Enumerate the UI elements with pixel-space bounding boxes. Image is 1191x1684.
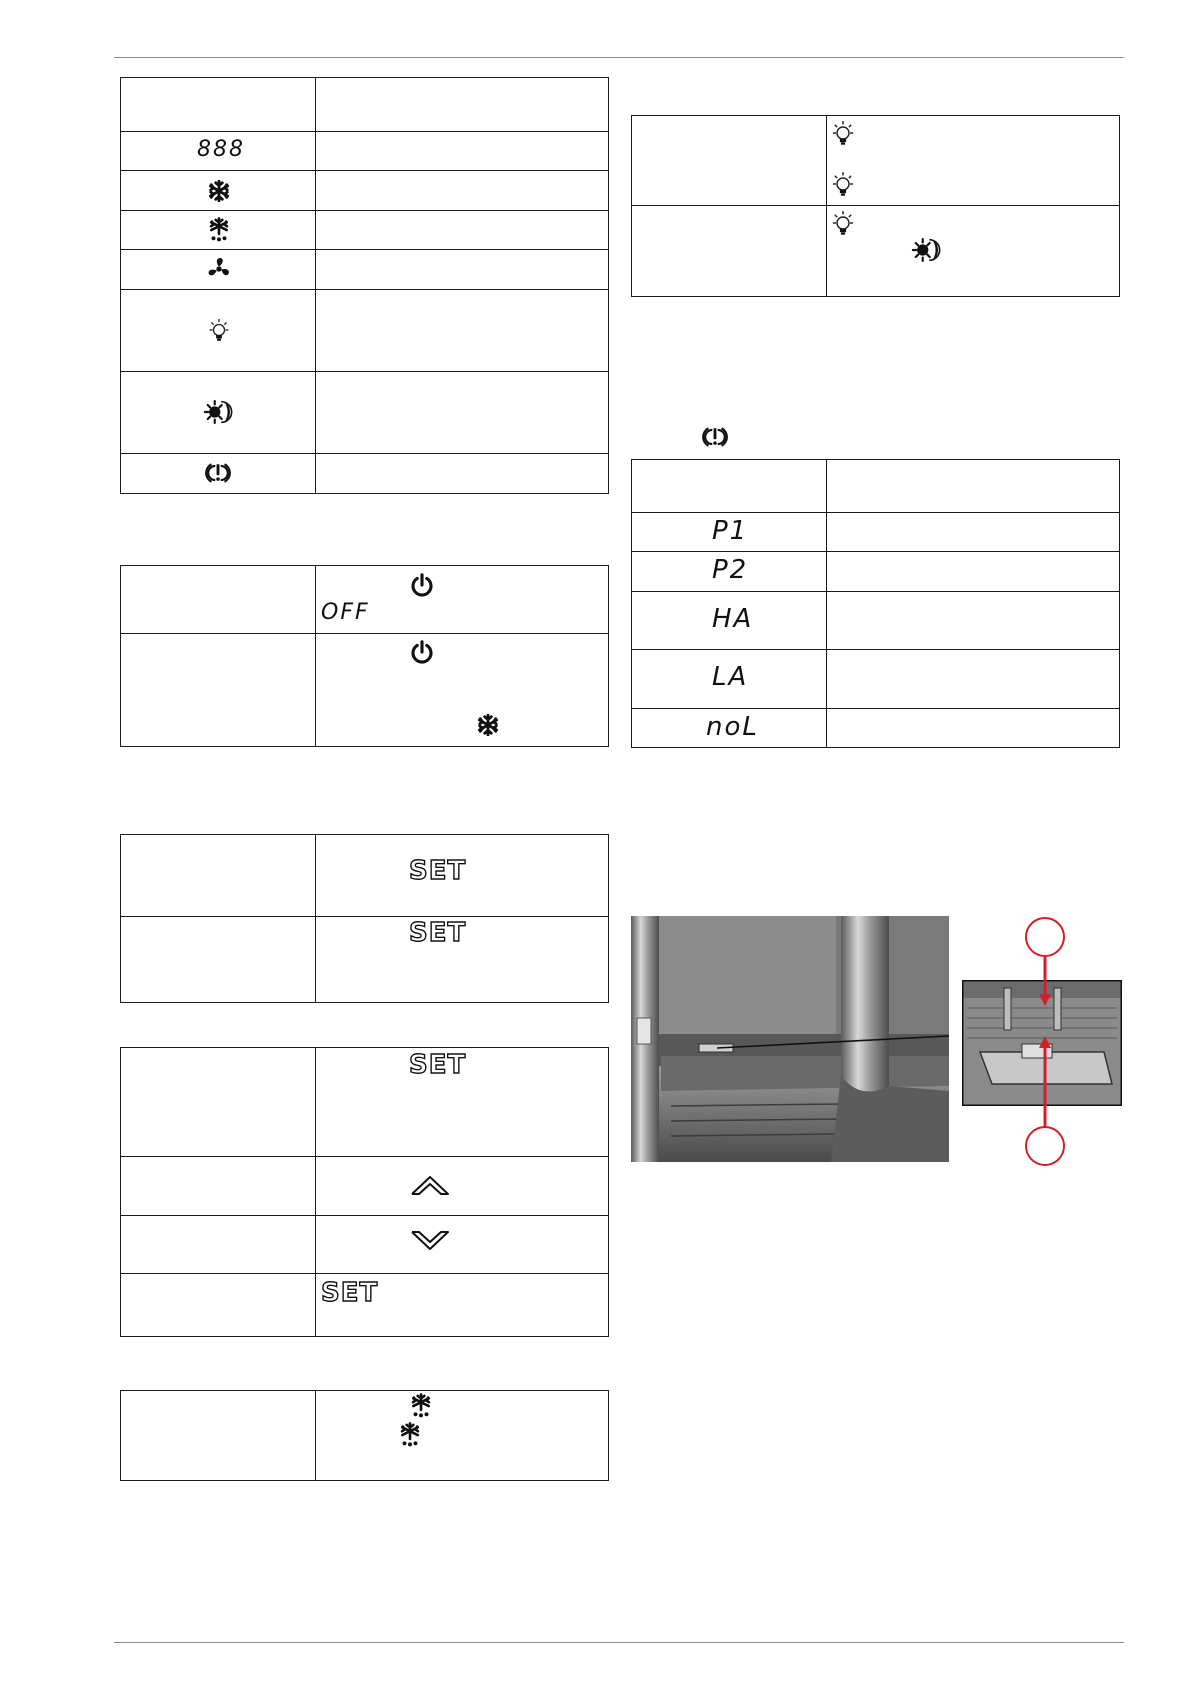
code-ha-display: HA	[712, 604, 754, 634]
defrost-row-label	[121, 1391, 316, 1481]
set-row-2-label	[121, 917, 316, 1003]
power-on-desc	[316, 634, 609, 747]
symbols-row-alarm-desc	[316, 454, 609, 494]
alarm-header-cell-2	[827, 460, 1120, 513]
alarm-row-p2	[632, 552, 827, 592]
set-row-2-desc	[316, 917, 609, 1003]
symbols-header-cell-2	[316, 78, 609, 132]
lighting-row-1-label	[632, 116, 827, 206]
alarm-codes-table	[631, 459, 1120, 748]
off-display-icon: OFF	[321, 600, 370, 625]
symbols-row-fan	[121, 250, 316, 290]
power-icon	[410, 640, 434, 664]
symbols-row-display	[121, 132, 316, 171]
sun-moon-icon	[201, 400, 235, 424]
symbols-row-alarm	[121, 454, 316, 494]
code-p2-display: P2	[712, 555, 749, 585]
symbols-row-light	[121, 290, 316, 372]
down-arrow-icon	[409, 1229, 451, 1253]
light-bulb-icon	[830, 171, 856, 197]
code-p1-display: P1	[712, 516, 749, 546]
callout-marker-top	[1025, 917, 1065, 957]
snowflake-icon	[208, 180, 230, 202]
setpoint-row-1-desc	[316, 1048, 609, 1157]
alarm-row-ha-desc	[827, 592, 1120, 650]
symbols-row-display-desc	[316, 132, 609, 171]
power-on-label	[121, 634, 316, 747]
lighting-row-2-label	[632, 206, 827, 297]
set-key-icon	[409, 919, 483, 945]
alarm-row-nol-desc	[827, 709, 1120, 748]
three-digit-display-icon: 888	[197, 137, 245, 162]
symbols-table	[120, 77, 609, 494]
setpoint-row-up-label	[121, 1157, 316, 1216]
setpoint-row-confirm-label	[121, 1274, 316, 1337]
defrost-icon	[399, 1422, 421, 1447]
alarm-icon	[205, 461, 231, 485]
setpoint-row-up-desc	[316, 1157, 609, 1216]
callout-marker-bottom	[1025, 1126, 1065, 1166]
symbols-header-cell-1	[121, 78, 316, 132]
setpoint-row-confirm-desc	[316, 1274, 609, 1337]
symbols-row-light-desc	[316, 290, 609, 372]
symbols-row-snowflake-desc	[316, 171, 609, 211]
alarm-row-la	[632, 650, 827, 709]
setpoint-row-down-desc	[316, 1216, 609, 1274]
setpoint-row-1-label	[121, 1048, 316, 1157]
up-arrow-icon	[409, 1173, 451, 1197]
setpoint-table	[120, 1047, 609, 1337]
lighting-row-2-desc	[827, 206, 1120, 297]
lighting-row-1-desc	[827, 116, 1120, 206]
alarm-row-ha	[632, 592, 827, 650]
light-bulb-icon	[830, 210, 856, 236]
symbols-row-snowflake	[121, 171, 316, 211]
symbols-row-fan-desc	[316, 250, 609, 290]
code-nol-display: noL	[706, 712, 759, 742]
defrost-table	[120, 1390, 609, 1481]
setpoint-row-down-label	[121, 1216, 316, 1274]
set-row-1-label	[121, 835, 316, 917]
power-table	[120, 565, 609, 747]
set-key-icon	[409, 1051, 483, 1077]
defrost-row-desc	[316, 1391, 609, 1481]
snowflake-icon	[477, 714, 499, 736]
lighting-table	[631, 115, 1120, 297]
symbols-row-defrost	[121, 211, 316, 250]
header-rule	[114, 57, 1124, 58]
alarm-header-cell-1	[632, 460, 827, 513]
fan-icon	[207, 257, 231, 281]
power-icon	[410, 573, 434, 597]
cabinet-photo	[631, 916, 949, 1162]
symbols-row-defrost-desc	[316, 211, 609, 250]
alarm-row-p2-desc	[827, 552, 1120, 592]
defrost-icon	[208, 217, 230, 242]
set-key-icon	[409, 857, 483, 883]
light-bulb-icon	[830, 120, 856, 146]
alarm-row-p1	[632, 513, 827, 552]
symbols-row-sunmoon	[121, 372, 316, 454]
alarm-icon	[702, 425, 728, 449]
defrost-icon	[410, 1393, 432, 1418]
power-off-label	[121, 566, 316, 634]
footer-rule	[114, 1642, 1124, 1643]
light-bulb-icon	[207, 318, 231, 342]
alarm-row-p1-desc	[827, 513, 1120, 552]
alarm-row-la-desc	[827, 650, 1120, 709]
sun-moon-icon	[909, 238, 943, 262]
alarm-row-nol	[632, 709, 827, 748]
set-row-1-desc	[316, 835, 609, 917]
symbols-row-sunmoon-desc	[316, 372, 609, 454]
power-off-desc	[316, 566, 609, 634]
set-table	[120, 834, 609, 1003]
code-la-display: LA	[712, 662, 749, 692]
set-key-icon	[321, 1279, 395, 1305]
